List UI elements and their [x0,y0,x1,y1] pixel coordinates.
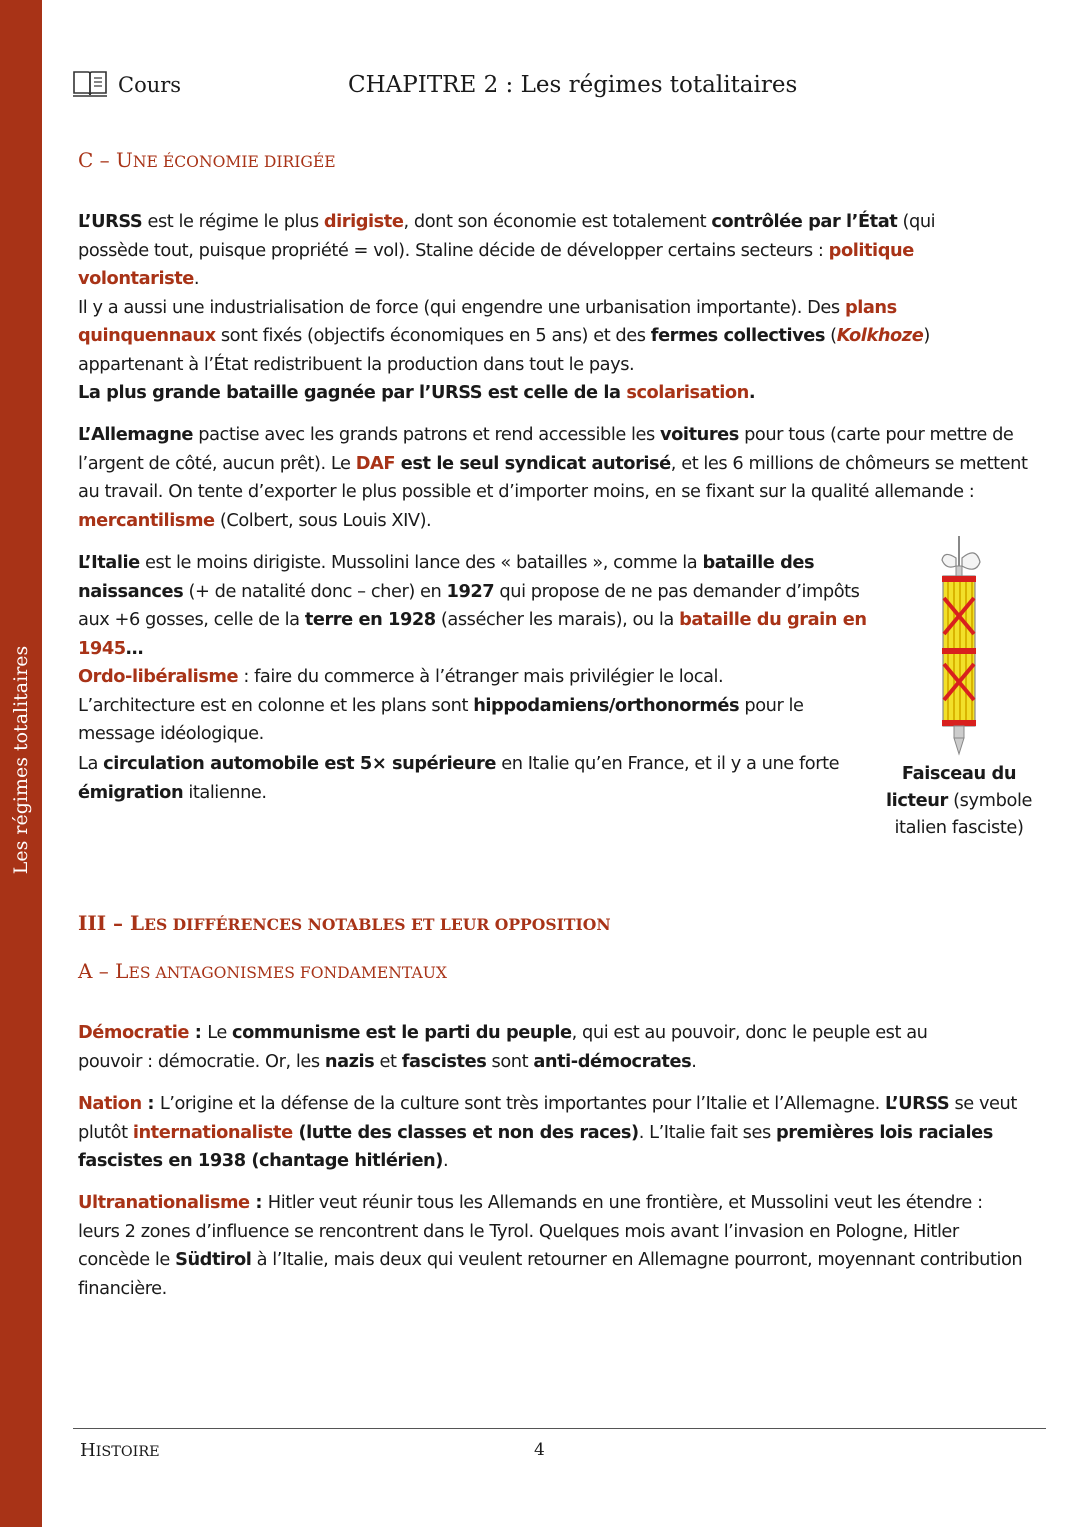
paragraph-italie-circulation: La circulation automobile est 5× supérieure en Italie qu’en France, et il y a une forte émigration italienne. [78,753,840,803]
paragraph-italie: L’Italie est le moins dirigiste. Mussolini lance des « batailles », comme la bataille des naissances (+ de natalité donc – cher) en 1927 qui propose de ne pas demander d’impôts aux +6 gosses, celle de la terre en 1928 (assécher les marais), ou la bataille du grain en 1945… Ordo-libéralisme : faire du commerce à l’étranger mais privilégier le local. L’architecture est en colonne et les plans sont hippodamiens/orthonormés pour le message idéologique. [78,552,867,744]
daf-term: DAF [355,452,396,474]
header-label [72,70,181,100]
footer-divider [73,1428,1046,1429]
paragraph-democratie: Démocratie : Le communisme est le parti du peuple, qui est au pouvoir, donc le peuple est au pouvoir : démocratie. Or, les nazis et fascistes sont anti-démocrates. [78,1022,928,1072]
paragraph-ultranationalisme: Ultranationalisme : Hitler veut réunir tous les Allemands en une frontière, et Mussolini veut les étendre : leurs 2 zones d’influence se rencontrent dans le Tyrol. Quelques mois avant l’invasion en Pologne, Hitler concède le Südtirol à l’Italie, mais deux qui veulent retourner en Allemagne pourront, moyennant contribution financière. [78,1192,1023,1299]
header-label-text: Cours [118,73,182,97]
dirigiste-term: dirigiste [323,211,404,232]
paragraph-nation: Nation : L’origine et la défense de la culture sont très importantes pour l’Italie et l’Allemagne. L’URSS se veut plutôt internationaliste (lutte des classes et non des races). L’Italie fait ses premières lois raciales fascistes en 1938 (chantage hitlérien). [78,1093,1017,1171]
kolkhoze-term: Kolkhoze [836,325,924,346]
section-heading-economie [78,148,336,172]
heading-rest: NE ÉCONOMIE DIRIGÉE [132,153,336,171]
footer-subject: HISTOIRE [80,1440,160,1461]
figure-caption: Faisceau du licteur (symbole italien fasciste) [885,763,1033,838]
urss-term: L’URSS [78,211,143,232]
sidebar [0,0,42,1527]
heading-prefix: C – U [78,148,133,172]
paragraph-allemagne: L’Allemagne pactise avec les grands patrons et rend accessible les voitures pour tous (carte pour mettre de l’argent de côté, aucun prêt). Le DAF est le seul syndicat autorisé, et les 6 millions de chômeurs se mettent au travail. On tente d’exporter le plus possible et d’importer moins, en se fixant sur la qualité allemande : mercantilisme (Colbert, sous Louis XIV). [78,424,1028,531]
chapter-title: CHAPITRE 2 : Les régimes totalitaires [348,72,798,98]
section-heading-antagonismes: A – LES ANTAGONISMES FONDAMENTAUX [78,959,447,983]
paragraph-urss: L’URSS est le régime le plus dirigiste, dont son économie est totalement contrôlée par l’État (qui possède tout, puisque propriété = vol). Staline décide de développer certains secteurs : politique volontariste. Il y a aussi une industrialisation de force (qui engendre une urbanisation importante). Des plans quinquennaux sont fixés (objectifs économiques en 5 ans) et des fermes collectives (Kolkhoze) appartenant à l’État redistribuent la production dans tout le pays. La plus grande bataille gagnée par l’URSS est celle de la scolarisation. [78,211,936,403]
section-heading-differences: III – LES DIFFÉRENCES NOTABLES ET LEUR OPPOSITION [78,911,611,935]
fasces-icon [932,536,986,756]
sidebar-title: Les régimes totalitaires [10,645,32,875]
page-number: 4 [534,1440,545,1460]
book-icon [72,68,108,103]
